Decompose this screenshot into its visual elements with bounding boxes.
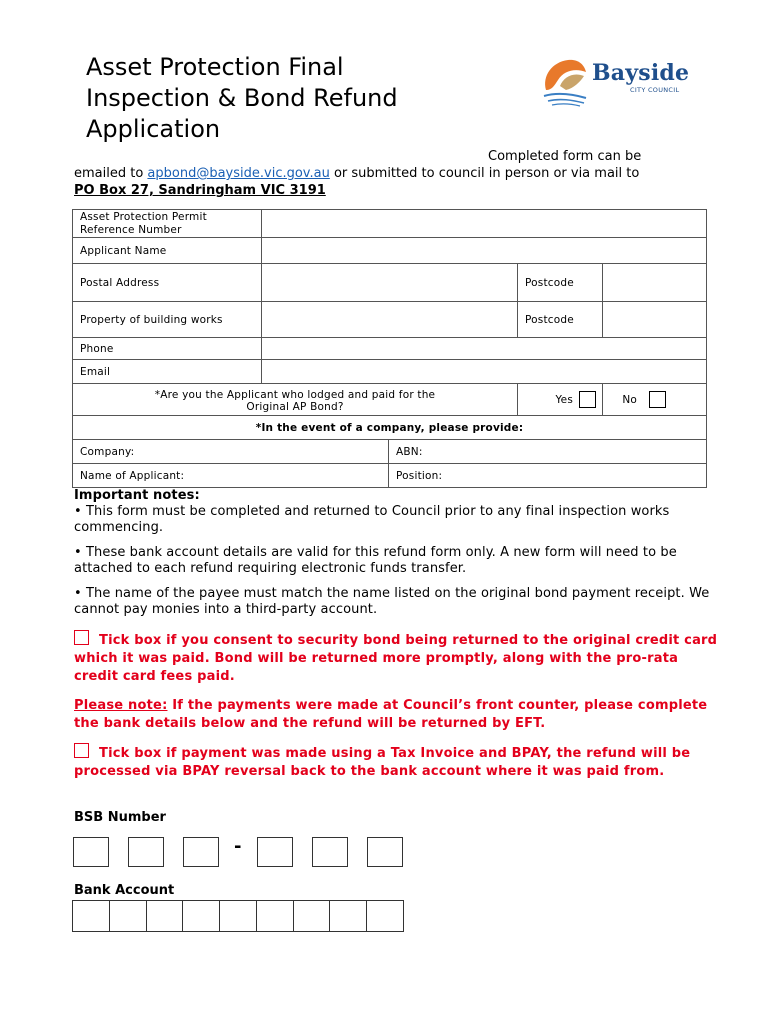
- intro-line-1: Completed form can be: [488, 149, 642, 164]
- bsb-digit-6[interactable]: [367, 837, 403, 867]
- note-item: • These bank account details are valid for this refund form only. A new form will need to be attached to each refund requiring electronic funds transfer.: [74, 545, 677, 576]
- bsb-digit-3[interactable]: [183, 837, 219, 867]
- postal-address-label: Postal Address: [73, 264, 262, 302]
- title-line-2: Inspection & Bond Refund: [86, 84, 398, 112]
- no-label: No: [622, 393, 637, 406]
- postal-address-field[interactable]: [262, 264, 518, 302]
- please-note-label: Please note:: [74, 698, 168, 713]
- position-label: Position:: [396, 469, 443, 482]
- important-notes: [74, 488, 724, 627]
- bpay-text: Tick box if payment was made using a Tax Invoice and BPAY, the refund will be processed via BPAY reversal back to the bank account where it was paid from.: [74, 746, 691, 779]
- please-note-text: If the payments were made at Council’s front counter, please complete the bank details below and the refund will be returned by EFT.: [74, 698, 708, 731]
- bpay-consent: [74, 743, 724, 781]
- company-header: *In the event of a company, please provide:: [73, 416, 707, 440]
- intro-suffix: or submitted to council in person or via mail to: [329, 166, 640, 181]
- yes-label: Yes: [555, 393, 573, 406]
- postcode-label: Postcode: [518, 264, 603, 302]
- position-field[interactable]: [389, 464, 707, 488]
- phone-label: Phone: [73, 338, 262, 360]
- property-field[interactable]: [262, 302, 518, 338]
- page-title: [86, 52, 506, 145]
- permit-ref-field[interactable]: [262, 210, 707, 238]
- abn-field[interactable]: [389, 440, 707, 464]
- bank-account-digit[interactable]: [367, 901, 403, 931]
- intro-prefix: emailed to: [74, 166, 148, 181]
- company-field[interactable]: [73, 440, 389, 464]
- note-item: • The name of the payee must match the name listed on the original bond payment receipt. We cannot pay monies into a third-party account.: [74, 586, 710, 617]
- please-note: [74, 697, 724, 733]
- no-option: [603, 384, 707, 416]
- postcode-field[interactable]: [603, 264, 707, 302]
- email-field[interactable]: [262, 360, 707, 384]
- bank-account-digit[interactable]: [330, 901, 367, 931]
- abn-label: ABN:: [396, 445, 423, 458]
- bsb-digit-2[interactable]: [128, 837, 164, 867]
- postcode2-label: Postcode: [518, 302, 603, 338]
- mail-address: PO Box 27, Sandringham VIC 3191: [74, 183, 326, 198]
- bank-account-boxes: [72, 900, 404, 932]
- bsb-label: BSB Number: [74, 810, 166, 825]
- intro-line-2: [74, 166, 639, 181]
- name-of-applicant-field[interactable]: [73, 464, 389, 488]
- logo-subtext: CITY COUNCIL: [630, 86, 680, 94]
- postcode2-field[interactable]: [603, 302, 707, 338]
- applicant-name-field[interactable]: [262, 238, 707, 264]
- email-label: Email: [73, 360, 262, 384]
- notes-heading: Important notes:: [74, 488, 200, 503]
- bank-account-digit[interactable]: [183, 901, 220, 931]
- bsb-separator: -: [234, 836, 242, 857]
- bank-account-digit[interactable]: [220, 901, 257, 931]
- credit-card-checkbox[interactable]: [74, 630, 89, 645]
- yes-option: [518, 384, 603, 416]
- phone-field[interactable]: [262, 338, 707, 360]
- question-line-2: Original AP Bond?: [246, 400, 344, 413]
- bsb-digit-4[interactable]: [257, 837, 293, 867]
- bsb-digit-1[interactable]: [73, 837, 109, 867]
- applicant-form-table: [72, 209, 707, 488]
- email-link[interactable]: apbond@bayside.vic.gov.au: [147, 166, 330, 181]
- bank-account-digit[interactable]: [147, 901, 184, 931]
- no-checkbox[interactable]: [649, 391, 666, 408]
- title-line-1: Asset Protection Final: [86, 53, 344, 81]
- note-item: • This form must be completed and returned to Council prior to any final inspection works commencing.: [74, 504, 670, 535]
- bank-account-label: Bank Account: [74, 883, 175, 898]
- bank-account-digit[interactable]: [73, 901, 110, 931]
- company-label: Company:: [80, 445, 135, 458]
- bsb-digit-5[interactable]: [312, 837, 348, 867]
- applicant-question: [73, 384, 518, 416]
- property-label: Property of building works: [73, 302, 262, 338]
- name-of-applicant-label: Name of Applicant:: [80, 469, 185, 482]
- question-line-1: *Are you the Applicant who lodged and paid for the: [154, 388, 436, 401]
- bpay-checkbox[interactable]: [74, 743, 89, 758]
- bank-account-digit[interactable]: [294, 901, 331, 931]
- permit-ref-label: Asset Protection Permit Reference Number: [73, 210, 262, 238]
- applicant-name-label: Applicant Name: [73, 238, 262, 264]
- credit-card-text: Tick box if you consent to security bond being returned to the original credit card which it was paid. Bond will be returned more promptly, along with the pro-rata credit card fees paid.: [74, 633, 718, 684]
- bank-account-digit[interactable]: [110, 901, 147, 931]
- bank-account-digit[interactable]: [257, 901, 294, 931]
- credit-card-consent: [74, 630, 724, 686]
- title-line-3: Application: [86, 115, 221, 143]
- logo-text: Bayside: [592, 60, 690, 86]
- yes-checkbox[interactable]: [579, 391, 596, 408]
